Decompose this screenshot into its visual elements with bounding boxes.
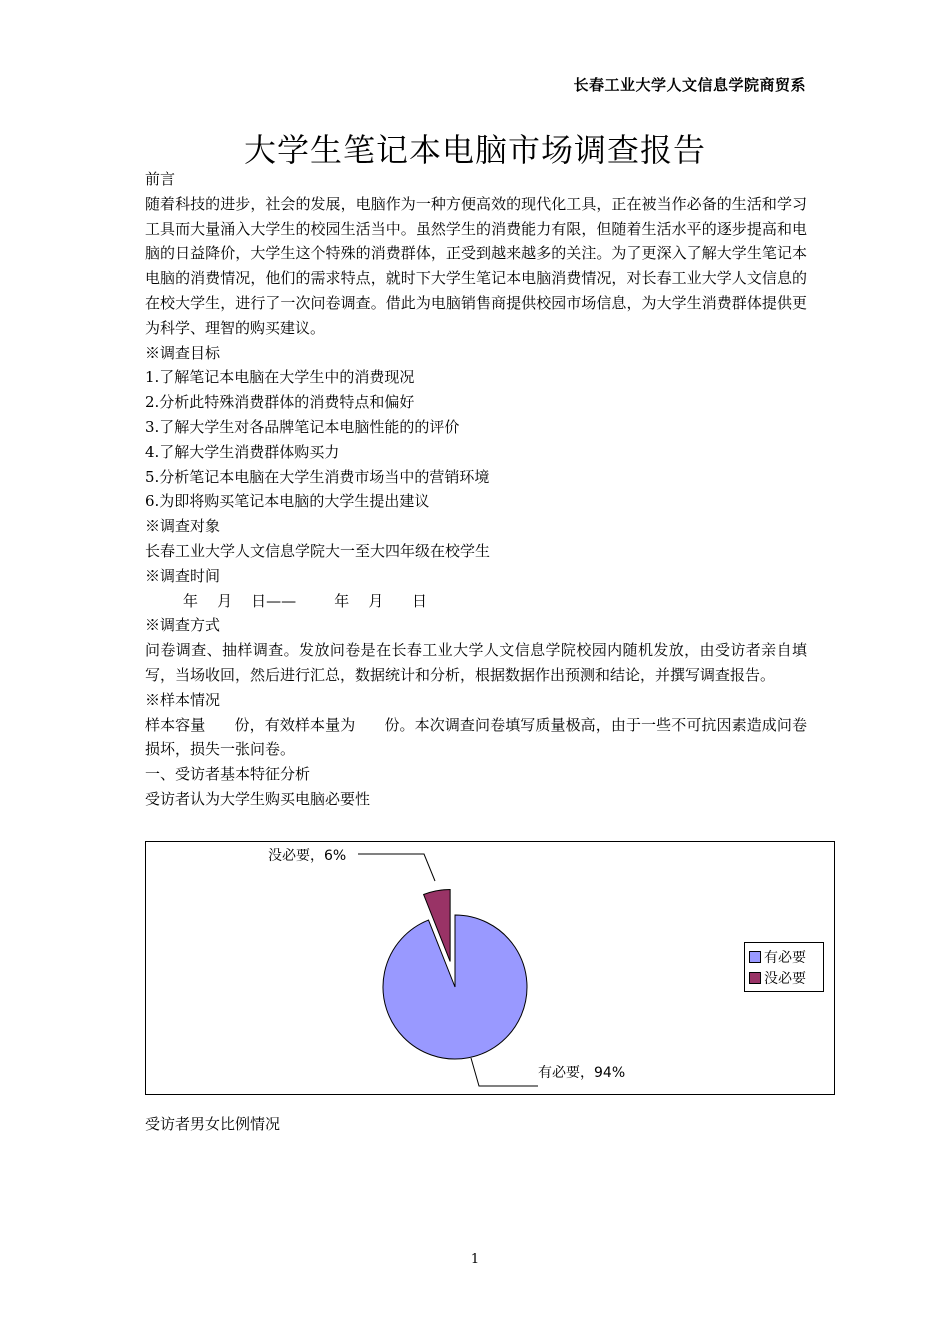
preface-heading: 前言 xyxy=(145,170,176,188)
section-heading: 一、受访者基本特征分析 xyxy=(145,765,311,784)
legend-label: 有必要 xyxy=(764,949,806,966)
page-title: 大学生笔记本电脑市场调查报告 xyxy=(243,131,706,170)
legend-label: 没必要 xyxy=(764,970,806,987)
method-heading: ※调查方式 xyxy=(145,616,221,635)
goal-item: 3.了解大学生对各品牌笔记本电脑性能的的评价 xyxy=(145,417,460,436)
document-body xyxy=(145,167,807,812)
goal-item: 5.分析笔记本电脑在大学生消费市场当中的营销环境 xyxy=(145,467,490,486)
pie-chart-canvas xyxy=(146,842,834,1094)
goal-item: 4.了解大学生消费群体购买力 xyxy=(145,442,340,461)
legend-item-no xyxy=(749,967,819,988)
sample-heading: ※样本情况 xyxy=(145,690,221,709)
leader-line-no xyxy=(358,854,435,881)
legend-swatch xyxy=(749,972,761,984)
chart-legend xyxy=(744,942,824,992)
legend-swatch xyxy=(749,951,761,963)
method-text: 问卷调查、抽样调查。发放问卷是在长春工业大学人文信息学院校园内随机发放，由受访者亲自填写，当场收回，然后进行汇总，数据统计和分析，根据数据作出预测和结论，并撰写调查报告。 xyxy=(145,641,807,684)
sample-text: 样本容量 份，有效样本量为 份。本次调查问卷填写质量极高，由于一些不可抗因素造成问卷损坏，损失一张问卷。 xyxy=(145,715,807,759)
page-number: 1 xyxy=(470,1252,480,1267)
slice-label-yes: 有必要，94% xyxy=(538,1065,626,1081)
time-heading: ※调查时间 xyxy=(145,566,221,585)
chart-caption: 受访者认为大学生购买电脑必要性 xyxy=(145,789,371,808)
pie-chart xyxy=(145,841,835,1095)
next-chart-caption: 受访者男女比例情况 xyxy=(145,1115,281,1133)
target-heading: ※调查对象 xyxy=(145,517,221,536)
slice-label-no: 没必要，6% xyxy=(268,848,347,864)
time-text: 年 月 日—— 年 月 日 xyxy=(183,591,427,610)
goal-item: 1.了解笔记本电脑在大学生中的消费现况 xyxy=(145,368,415,387)
goal-item: 6.为即将购买笔记本电脑的大学生提出建议 xyxy=(145,492,430,511)
goal-item: 2.分析此特殊消费群体的消费特点和偏好 xyxy=(145,393,415,412)
preface-paragraph: 随着科技的进步，社会的发展，电脑作为一种方便高效的现代化工具，正在被当作必备的生活和学习工具而大量涌入大学生的校园生活当中。虽然学生的消费能力有限，但随着生活水平的逐步提高和电脑的日益降价，大学生这个特殊的消费群体，正受到越来越多的关注。为了更深入了解大学生笔记本电脑的消费情况，他们的需求特点，就时下大学生笔记本电脑消费情况，对长春工业大学人文信息的在校大学生，进行了一次问卷调查。借此为电脑销售商提供校园市场信息，为大学生消费群体提供更为科学、理智的购买建议。 xyxy=(145,194,807,337)
leader-line-yes xyxy=(471,1058,538,1086)
goals-heading: ※调查目标 xyxy=(145,343,221,362)
legend-item-yes xyxy=(749,946,819,967)
target-text: 长春工业大学人文信息学院大一至大四年级在校学生 xyxy=(145,541,491,560)
header-org: 长春工业大学人文信息学院商贸系 xyxy=(573,76,806,94)
pie-slice-0 xyxy=(383,915,527,1059)
